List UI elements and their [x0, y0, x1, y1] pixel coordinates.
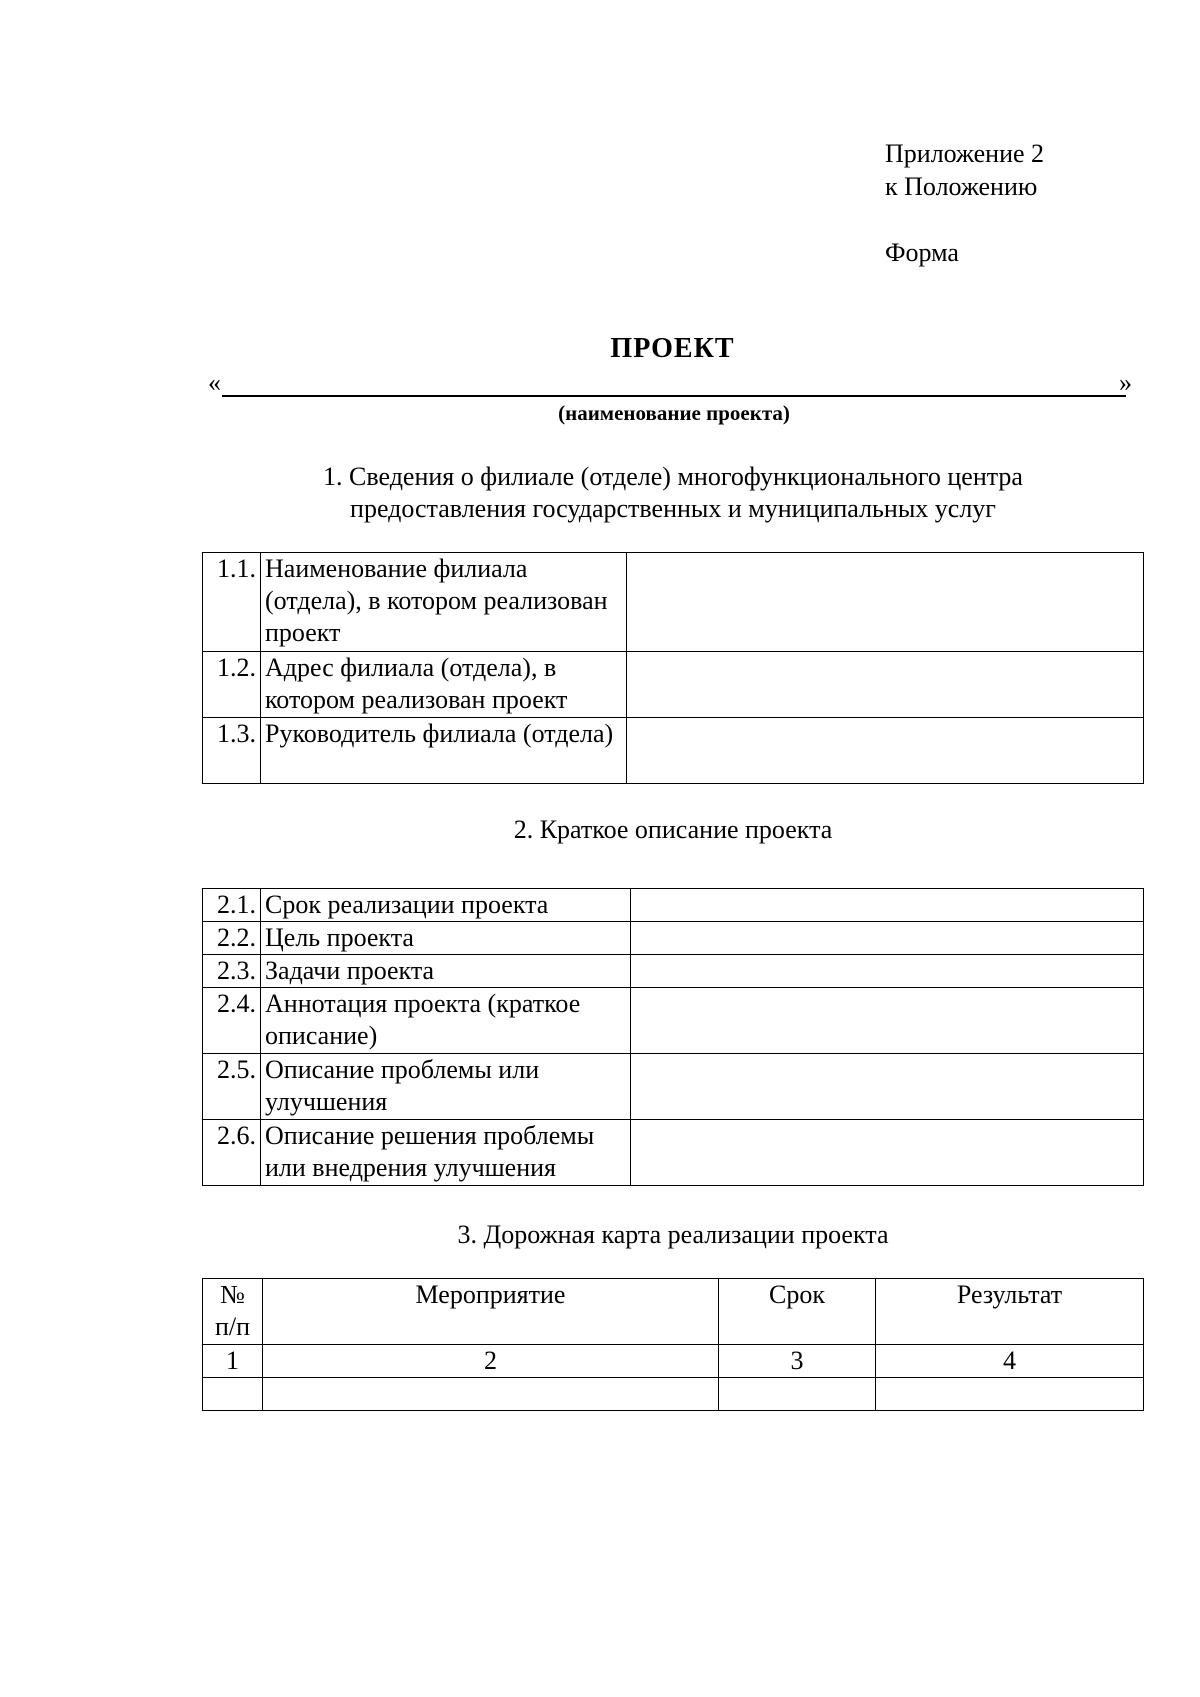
row-number: 2.6. — [203, 1120, 261, 1186]
table-row — [203, 1054, 1144, 1120]
project-name-line — [222, 395, 1126, 397]
row-number: 1.2. — [203, 652, 261, 718]
row-label: Цель проекта — [261, 922, 631, 955]
roadmap-table — [202, 1278, 1144, 1411]
row-label: Адрес филиала (отдела), в котором реализован проект — [261, 652, 627, 718]
row-value-cell[interactable] — [631, 988, 1144, 1054]
row-number: 1.3. — [203, 718, 261, 784]
table-row — [203, 718, 1144, 784]
appendix-line-1: Приложение 2 — [885, 139, 1045, 168]
row-value-cell[interactable] — [627, 652, 1144, 718]
row-value-cell[interactable] — [627, 553, 1144, 652]
quote-open: « — [208, 368, 221, 397]
column-header-deadline: Срок — [719, 1279, 876, 1345]
table-row — [203, 955, 1144, 988]
empty-cell[interactable] — [876, 1378, 1144, 1411]
table-header-row — [203, 1279, 1144, 1345]
row-value-cell[interactable] — [631, 889, 1144, 922]
form-label: Форма — [885, 238, 959, 267]
row-value-cell[interactable] — [631, 922, 1144, 955]
column-index: 4 — [876, 1345, 1144, 1378]
row-label: Руководитель филиала (отдела) — [261, 718, 627, 784]
row-value-cell[interactable] — [631, 1054, 1144, 1120]
column-header-activity: Мероприятие — [263, 1279, 719, 1345]
row-label: Наименование филиала (отдела), в котором реализован проект — [261, 553, 627, 652]
page-title: ПРОЕКТ — [610, 333, 735, 364]
row-value-cell[interactable] — [627, 718, 1144, 784]
branch-info-table — [202, 552, 1144, 784]
table-row — [203, 889, 1144, 922]
row-number: 2.1. — [203, 889, 261, 922]
column-index: 1 — [203, 1345, 263, 1378]
row-number: 2.2. — [203, 922, 261, 955]
empty-cell[interactable] — [203, 1378, 263, 1411]
row-number: 2.3. — [203, 955, 261, 988]
table-row — [203, 1378, 1144, 1411]
row-number: 1.1. — [203, 553, 261, 652]
project-summary-table — [202, 888, 1144, 1186]
table-row — [203, 922, 1144, 955]
row-label: Задачи проекта — [261, 955, 631, 988]
table-row — [203, 553, 1144, 652]
section-2-heading: 2. Краткое описание проекта — [513, 815, 833, 844]
table-row — [203, 652, 1144, 718]
column-header-result: Результат — [876, 1279, 1144, 1345]
empty-cell[interactable] — [719, 1378, 876, 1411]
column-header-number: № п/п — [203, 1279, 263, 1345]
empty-cell[interactable] — [263, 1378, 719, 1411]
section-1-heading-line-1: 1. Сведения о филиале (отделе) многофункционального центра — [323, 462, 1023, 491]
row-number: 2.5. — [203, 1054, 261, 1120]
row-label: Аннотация проекта (краткое описание) — [261, 988, 631, 1054]
row-label: Описание решения проблемы или внедрения улучшения — [261, 1120, 631, 1186]
section-1-heading-line-2: предоставления государственных и муниципальных услуг — [350, 494, 996, 523]
column-index: 2 — [263, 1345, 719, 1378]
row-label: Описание проблемы или улучшения — [261, 1054, 631, 1120]
row-number: 2.4. — [203, 988, 261, 1054]
project-name-caption: (наименование проекта) — [558, 401, 790, 425]
column-index: 3 — [719, 1345, 876, 1378]
section-1-heading — [202, 461, 1144, 525]
table-index-row — [203, 1345, 1144, 1378]
row-label: Срок реализации проекта — [261, 889, 631, 922]
row-value-cell[interactable] — [631, 955, 1144, 988]
appendix-reference — [885, 137, 1044, 203]
row-value-cell[interactable] — [631, 1120, 1144, 1186]
appendix-line-2: к Положению — [885, 172, 1038, 201]
table-row — [203, 988, 1144, 1054]
quote-close: » — [1119, 368, 1132, 397]
section-3-heading: 3. Дорожная карта реализации проекта — [457, 1220, 889, 1249]
table-row — [203, 1120, 1144, 1186]
